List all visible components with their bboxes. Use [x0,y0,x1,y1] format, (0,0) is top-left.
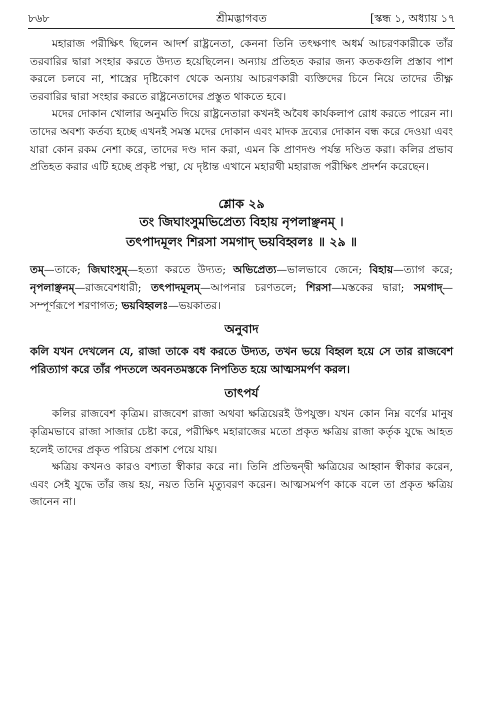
translation-text: কলি যখন দেখলেন যে, রাজা তাকে বধ করতে উদ্যত, তখন ভয়ে বিহ্বল হয়ে সে তার রাজবেশ পরিত্যাগ করে তাঁর পদতলে অবনতমস্তকে নিপতিত হয়ে আত্মসমর্পণ করল। [30,344,453,376]
sanskrit-word: তৎপাদমূলম্ [150,281,201,294]
paragraph: মহারাজ পরীক্ষিৎ ছিলেন আদর্শ রাষ্ট্রনেতা, কেননা তিনি তৎক্ষণাৎ অধর্ম আচরণকারীকে তাঁর তরবারির দ্বারা সংহার করতে উদ্যত হয়েছিলেন। অন্যায় প্রতিহত করার জন্য কতকগুলি প্রস্তাব পাশ করলে চলবে না, শাস্ত্রের দৃষ্টিকোণ থেকে অন্যায় আচরণকারী ব্যক্তিদের চিনে নিয়ে তাদের তীক্ষ্ণ তরবারির দ্বারা সংহার করতে রাষ্ট্রনেতাদের প্রস্তুত থাকতে হবে। [30,38,453,103]
word-meaning: ভয়কাতর। [178,299,221,312]
page-number: ৮৬৮ [28,12,50,25]
word-meaning: রাজবেশধারী; [85,281,151,294]
paragraph: মদের দোকান খোলার অনুমতি দিয়ে রাষ্ট্রনেতারা কখনই অবৈধ কার্যকলাপ রোধ করতে পারেন না। তাদের অবশ্য কর্তব্য হচ্ছে এখনই সমস্ত মদের দোকান এবং মাদক দ্রব্যের দোকান বন্ধ করে দেওয়া এবং যারা কোন রকম নেশা করে, তাদের দণ্ড দান করা, এমন কি প্রাণদণ্ড পর্যন্ত দণ্ডিত করা। কলির প্রভাব প্রতিহত করার এটি হচ্ছে প্রকৃষ্ট পন্থা, যে দৃষ্টান্ত এখানে মহারথী মহারাজ পরীক্ষিৎ প্রদর্শন করেছেন। [30,108,453,174]
word-meaning: মস্তকের দ্বারা; [341,281,414,294]
purport-paragraph: কলির রাজবেশ কৃত্রিম। রাজবেশ রাজা অথবা ক্ষত্রিয়েরই উপযুক্ত। যখন কোন নিম্ন বর্ণের মানুষ কৃত্রিমভাবে রাজা সাজার চেষ্টা করে, পরীক্ষিৎ মহারাজের মতো প্রকৃত ক্ষত্রিয় রাজা কর্তৃক যুদ্ধে আহত হলেই তাদের প্রকৃত পরিচয় প্রকাশ পেয়ে যায়। [30,408,453,456]
sanskrit-word: বিহায় [369,264,394,277]
page-header [28,10,455,28]
verse-line: তং জিঘাংসুমভিপ্রেত্য বিহায় নৃপলাঞ্ছনম্ । [139,214,344,230]
sanskrit-word: সমগাদ্ [413,281,443,294]
purport-heading: তাৎপর্য [224,385,259,400]
word-meaning: আপনার চরণতলে; [210,281,307,294]
word-meaning: হত্যা করতে উদ্যত; [138,264,234,277]
translation-heading: অনুবাদ [224,322,259,337]
header-rule [28,28,455,29]
verse-label: শ্লোক ২৯ [218,195,265,211]
sanskrit-word: শিরসা [306,281,332,294]
sanskrit-word: ভয়বিহ্বলঃ [121,299,169,312]
book-title: শ্রীমদ্ভাগবত [216,12,267,25]
word-meaning: ত্যাগ করে; [403,264,454,277]
word-meaning: সম্পূর্ণরূপে শরণাগত; [30,299,122,312]
word-meaning: ভালভাবে জেনে; [287,264,370,277]
sanskrit-word: জিঘাংসুম্ [87,264,128,277]
word-meaning: তাকে; [54,264,88,277]
word-meanings: তম্—তাকে; জিঘাংসুম্—হত্যা করতে উদ্যত; অভিপ্রেত্য—ভালভাবে জেনে; বিহায়—ত্যাগ করে; নৃপলাঞ্ছনম্—রাজবেশধারী; তৎপাদমূলম্—আপনার চরণতলে; শিরসা—মস্তকের দ্বারা; সমগাদ্—সম্পূর্ণরূপে শরণাগত; ভয়বিহ্বলঃ—ভয়কাতর। [30,264,454,312]
purport-paragraph: ক্ষত্রিয় কখনও কারও বশ্যতা স্বীকার করে না। তিনি প্রতিদ্বন্দ্বী ক্ষত্রিয়ের আহ্বান স্বীকার করেন, এবং সেই যুদ্ধে তাঁর জয় হয়, নয়ত তিনি মৃত্যুবরণ করেন। আত্মসমর্পণ কাকে বলে তা প্রকৃত ক্ষত্রিয় জানেন না। [30,461,453,509]
sanskrit-word: নৃপলাঞ্ছনম্ [30,281,75,294]
sanskrit-word: তম্ [30,264,44,277]
verse-line: তৎপাদমূলং শিরসা সমগাদ্ ভয়বিহ্বলঃ ॥ ২৯ ॥ [125,234,358,250]
page-body [30,36,453,512]
sanskrit-word: অভিপ্রেত্য [233,264,277,277]
chapter-reference: [স্কন্ধ ১, অধ্যায় ১৭ [370,12,455,25]
